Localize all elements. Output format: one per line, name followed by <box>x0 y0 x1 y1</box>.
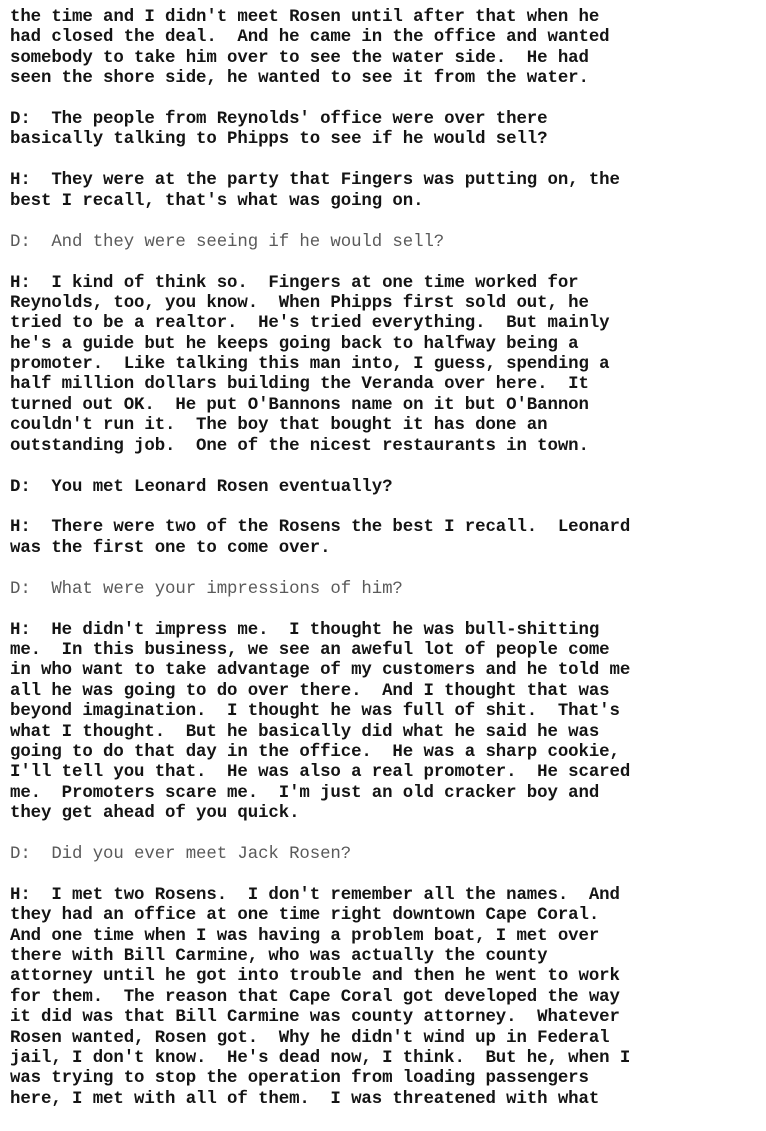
transcript-line: turned out OK. He put O'Bannons name on it but O'Bannon <box>10 395 589 415</box>
transcript-line: they had an office at one time right downtown Cape Coral. <box>10 906 600 926</box>
transcript-line: me. In this business, we see an aweful lot of people come <box>10 640 610 660</box>
transcript-line: was trying to stop the operation from loading passengers <box>10 1069 589 1089</box>
transcript-line: Reynolds, too, you know. When Phipps first sold out, he <box>10 293 589 313</box>
transcript-line: in who want to take advantage of my customers and he told me <box>10 661 631 681</box>
transcript-paragraph <box>10 845 762 865</box>
transcript-line: he's a guide but he keeps going back to halfway being a <box>10 334 579 354</box>
transcript-page <box>10 8 762 1131</box>
transcript-line: D: You met Leonard Rosen eventually? <box>10 477 393 497</box>
transcript-line: they get ahead of you quick. <box>10 804 300 824</box>
transcript-paragraph <box>10 621 762 825</box>
transcript-line: H: They were at the party that Fingers was putting on, the <box>10 171 620 191</box>
transcript-paragraph <box>10 478 762 498</box>
transcript-paragraph <box>10 110 762 151</box>
transcript-line: D: What were your impressions of him? <box>10 579 403 599</box>
transcript-line: somebody to take him over to see the water side. He had <box>10 48 589 68</box>
transcript-line: outstanding job. One of the nicest restaurants in town. <box>10 436 589 456</box>
transcript-line: what I thought. But he basically did what he said he was <box>10 722 600 742</box>
transcript-line: half million dollars building the Veranda over here. It <box>10 375 589 395</box>
transcript-line: me. Promoters scare me. I'm just an old cracker boy and <box>10 783 600 803</box>
transcript-line: attorney until he got into trouble and then he went to work <box>10 967 620 987</box>
transcript-line: Rosen wanted, Rosen got. Why he didn't wind up in Federal <box>10 1028 610 1048</box>
transcript-line: promoter. Like talking this man into, I guess, spending a <box>10 355 610 375</box>
transcript-paragraph <box>10 886 762 1110</box>
transcript-line: tried to be a realtor. He's tried everything. But mainly <box>10 314 610 334</box>
transcript-paragraph <box>10 274 762 458</box>
transcript-line: going to do that day in the office. He was a sharp cookie, <box>10 742 620 762</box>
transcript-line: couldn't run it. The boy that bought it has done an <box>10 416 548 436</box>
transcript-line: seen the shore side, he wanted to see it from the water. <box>10 69 589 89</box>
transcript-line: H: I kind of think so. Fingers at one time worked for <box>10 273 579 293</box>
transcript-line: for them. The reason that Cape Coral got developed the way <box>10 987 620 1007</box>
transcript-paragraph <box>10 8 762 90</box>
transcript-line: And one time when I was having a problem boat, I met over <box>10 926 600 946</box>
transcript-line: D: Did you ever meet Jack Rosen? <box>10 845 352 864</box>
transcript-paragraph <box>10 233 762 253</box>
transcript-line: all he was going to do over there. And I thought that was <box>10 681 610 701</box>
transcript-line: here, I met with all of them. I was threatened with what <box>10 1089 600 1109</box>
transcript-line: H: He didn't impress me. I thought he was bull-shitting <box>10 620 600 640</box>
transcript-line: the time and I didn't meet Rosen until after that when he <box>10 8 600 27</box>
transcript-line: H: I met two Rosens. I don't remember all the names. And <box>10 885 620 905</box>
transcript-line: there with Bill Carmine, who was actually the county <box>10 947 548 967</box>
transcript-line: beyond imagination. I thought he was full of shit. That's <box>10 702 620 722</box>
transcript-paragraph <box>10 171 762 212</box>
transcript-line: D: The people from Reynolds' office were over there <box>10 110 548 130</box>
transcript-line: it did was that Bill Carmine was county attorney. Whatever <box>10 1008 620 1028</box>
transcript-paragraph <box>10 518 762 559</box>
transcript-line: H: There were two of the Rosens the best I recall. Leonard <box>10 518 631 538</box>
transcript-line: D: And they were seeing if he would sell? <box>10 232 445 252</box>
transcript-line: jail, I don't know. He's dead now, I think. But he, when I <box>10 1049 631 1069</box>
transcript-line: best I recall, that's what was going on. <box>10 191 424 211</box>
transcript-line: had closed the deal. And he came in the office and wanted <box>10 28 610 48</box>
transcript-line: was the first one to come over. <box>10 538 331 558</box>
transcript-line: basically talking to Phipps to see if he would sell? <box>10 130 548 150</box>
transcript-paragraph <box>10 580 762 600</box>
transcript-line: I'll tell you that. He was also a real promoter. He scared <box>10 763 631 783</box>
